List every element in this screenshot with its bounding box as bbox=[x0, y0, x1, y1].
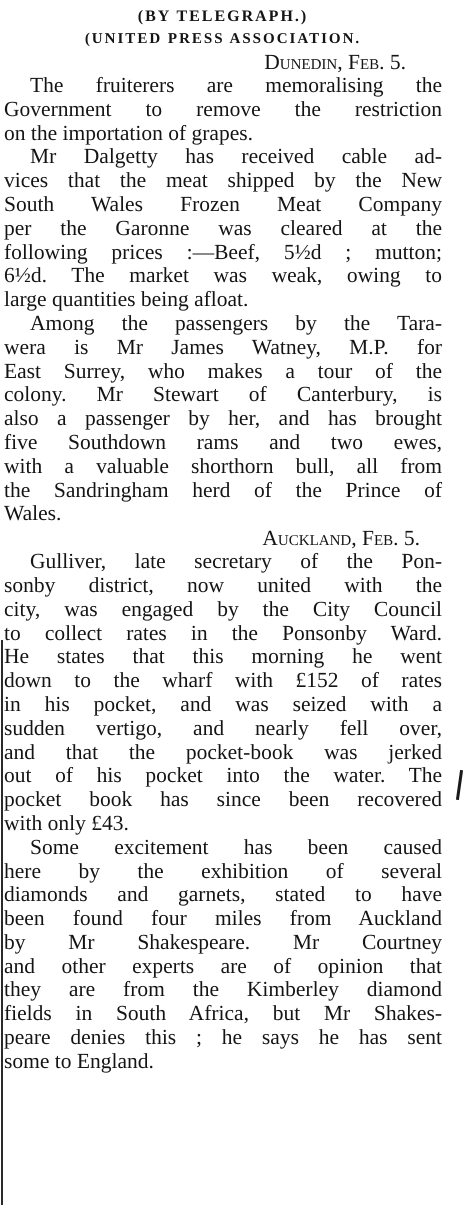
text-line: He states that this morning he went bbox=[4, 644, 442, 669]
text-line: they are from the Kimberley diamond bbox=[4, 977, 442, 1002]
text-line: The fruiterers are memoralising the bbox=[30, 73, 442, 97]
text-line: South Wales Frozen Meat Company bbox=[4, 191, 442, 216]
text-line: in his pocket, and was seized with a bbox=[4, 691, 442, 716]
text-line: with a valuable shorthorn bull, all from bbox=[4, 453, 442, 478]
text-line: Among the passengers by the Tara- bbox=[30, 310, 442, 335]
text-line: also a passenger by her, and has brought bbox=[4, 406, 442, 431]
paragraph-diamonds bbox=[4, 836, 442, 1074]
text-line: large quantities being afloat. bbox=[4, 287, 249, 312]
text-line: by Mr Shakespeare. Mr Courtney bbox=[4, 929, 442, 954]
text-line: some to England. bbox=[4, 1048, 154, 1073]
dateline-auckland: Auckland, Feb. 5. bbox=[262, 526, 420, 551]
margin-mark bbox=[456, 770, 463, 800]
text-line: following prices :—Beef, 5½d ; mutton; bbox=[4, 239, 442, 264]
text-line: wera is Mr James Watney, M.P. for bbox=[4, 334, 442, 359]
text-line: Gulliver, late secretary of the Pon- bbox=[30, 549, 442, 574]
text-line: been found four miles from Auckland bbox=[4, 906, 442, 931]
text-line: Some excitement has been caused bbox=[30, 834, 442, 859]
text-line: city, was engaged by the City Council bbox=[4, 596, 442, 621]
text-line: here by the exhibition of several bbox=[4, 858, 442, 883]
article-column bbox=[4, 4, 442, 1074]
press-association-header: (UNITED PRESS ASSOCIATION. bbox=[84, 31, 362, 47]
text-line: diamonds and garnets, stated to have bbox=[4, 882, 442, 907]
text-line: Government to remove the restriction bbox=[4, 96, 442, 121]
text-line: with only £43. bbox=[4, 810, 129, 835]
text-line: colony. Mr Stewart of Canterbury, is bbox=[4, 382, 442, 407]
text-line: East Surrey, who makes a tour of the bbox=[4, 358, 442, 383]
text-line: Wales. bbox=[4, 501, 62, 526]
text-line: on the importation of grapes. bbox=[4, 120, 253, 145]
column-rule bbox=[1, 640, 3, 1205]
text-line: sonby district, now united with the bbox=[4, 572, 442, 597]
text-line: and that the pocket-book was jerked bbox=[4, 739, 442, 764]
text-line: vices that the meat shipped by the New bbox=[4, 168, 442, 193]
text-line: per the Garonne was cleared at the bbox=[4, 215, 442, 240]
text-line: the Sandringham herd of the Prince of bbox=[4, 477, 442, 502]
text-line: Mr Dalgetty has received cable ad- bbox=[30, 144, 442, 169]
text-line: five Southdown rams and two ewes, bbox=[4, 429, 442, 454]
text-line: peare denies this ; he says he has sent bbox=[4, 1025, 442, 1050]
text-line: out of his pocket into the water. The bbox=[4, 763, 442, 788]
text-line: and other experts are of opinion that bbox=[4, 953, 442, 978]
text-line: to collect rates in the Ponsonby Ward. bbox=[4, 620, 442, 645]
text-line: pocket book has since been recovered bbox=[4, 787, 442, 812]
text-line: down to the wharf with £152 of rates bbox=[4, 668, 442, 693]
dateline-dunedin: Dunedin, Feb. 5. bbox=[264, 50, 406, 74]
paragraph-tarawera-passengers bbox=[4, 312, 442, 526]
paragraph-grapes bbox=[4, 74, 442, 145]
paragraph-gulliver-rates bbox=[4, 550, 442, 836]
paragraph-frozen-meat bbox=[4, 145, 442, 312]
text-line: 6½d. The market was weak, owing to bbox=[4, 263, 442, 288]
text-line: fields in South Africa, but Mr Shakes- bbox=[4, 1001, 442, 1026]
text-line: sudden vertigo, and nearly fell over, bbox=[4, 715, 442, 740]
telegraph-header: (BY TELEGRAPH.) bbox=[137, 8, 309, 25]
